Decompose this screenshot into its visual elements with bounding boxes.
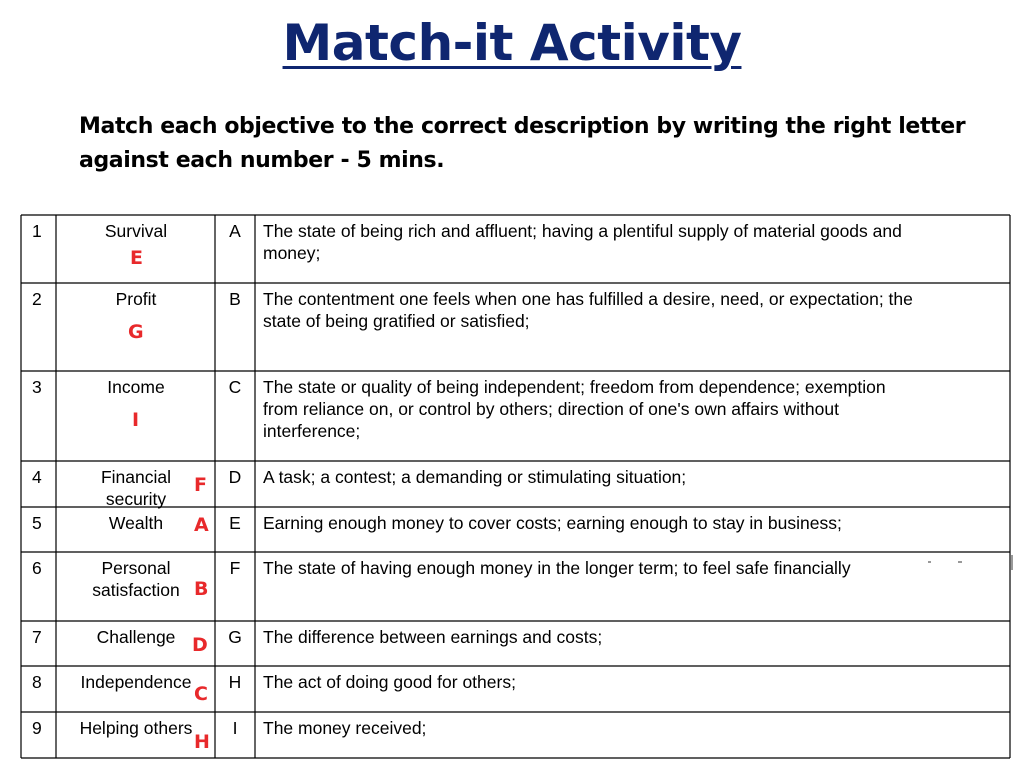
row-number: 5 xyxy=(32,513,42,533)
objective-cell-line: Personal xyxy=(101,558,171,578)
answer-letter: G xyxy=(128,321,144,343)
description-cell-line: The state of having enough money in the longer term; to feel safe financially xyxy=(263,558,851,578)
answer-letter: F xyxy=(194,474,207,496)
instructions xyxy=(79,110,979,178)
description-cell xyxy=(263,512,1003,534)
objective-cell xyxy=(58,220,214,242)
objective-cell-line: Challenge xyxy=(96,627,176,647)
description-cell-line: The difference between earnings and costs; xyxy=(263,627,603,647)
objective-cell xyxy=(58,557,214,601)
description-cell xyxy=(263,717,1003,739)
row-number: 4 xyxy=(32,467,42,487)
row-number: 2 xyxy=(32,289,42,309)
objective-cell xyxy=(58,717,214,739)
description-cell-line: The state or quality of being independent; freedom from dependence; exemption xyxy=(263,377,886,397)
description-cell-line: The contentment one feels when one has fulfilled a desire, need, or expectation; the xyxy=(263,289,913,309)
objective-cell xyxy=(58,288,214,310)
description-letter: A xyxy=(229,221,241,241)
row-number: 7 xyxy=(32,627,42,647)
description-cell-line: from reliance on, or control by others; direction of one's own affairs without xyxy=(263,399,839,419)
instructions-line-2: against each number - 5 mins. xyxy=(79,148,445,173)
description-cell-line: money; xyxy=(263,243,321,263)
description-cell-line: A task; a contest; a demanding or stimulating situation; xyxy=(263,467,687,487)
row-number: 1 xyxy=(32,221,42,241)
objective-cell xyxy=(58,512,214,534)
description-letter: C xyxy=(228,377,242,397)
description-cell-line: The act of doing good for others; xyxy=(263,672,516,692)
description-cell xyxy=(263,288,1003,332)
objective-cell-line: satisfaction xyxy=(92,580,180,600)
answer-letter: E xyxy=(130,247,143,269)
objective-cell-line: Independence xyxy=(80,672,192,692)
objective-cell xyxy=(58,671,214,693)
objective-cell-line: Income xyxy=(107,377,165,397)
answer-letter: B xyxy=(194,578,209,600)
description-cell-line: The state of being rich and affluent; having a plentiful supply of material goods and xyxy=(263,221,902,241)
objective-cell-line: Wealth xyxy=(108,513,164,533)
description-letter: B xyxy=(229,289,241,309)
row-number: 9 xyxy=(32,718,42,738)
objective-cell-line: Financial xyxy=(100,467,172,487)
description-cell-line: The money received; xyxy=(263,718,427,738)
description-letter: F xyxy=(229,558,241,578)
answer-letter: D xyxy=(192,634,208,656)
description-cell-line: Earning enough money to cover costs; earning enough to stay in business; xyxy=(263,513,842,533)
objective-cell xyxy=(58,626,214,648)
description-letter: E xyxy=(229,513,241,533)
description-letter: I xyxy=(232,718,238,738)
description-cell xyxy=(263,557,1003,579)
description-cell-line: interference; xyxy=(263,421,361,441)
objective-cell-line: Helping others xyxy=(79,718,193,738)
answer-letter: A xyxy=(194,514,209,536)
objective-cell-line: Profit xyxy=(115,289,157,309)
description-letter: D xyxy=(228,467,242,487)
page-title: Match-it Activity xyxy=(282,14,742,72)
description-letter: G xyxy=(228,627,242,647)
row-number: 8 xyxy=(32,672,42,692)
description-cell-line: state of being gratified or satisfied; xyxy=(263,311,530,331)
answer-letter: H xyxy=(194,731,210,753)
answer-letter: I xyxy=(132,409,140,431)
description-cell xyxy=(263,220,1003,264)
objective-cell xyxy=(58,376,214,398)
objective-cell xyxy=(58,466,214,510)
description-cell xyxy=(263,671,1003,693)
row-number: 3 xyxy=(32,377,42,397)
description-cell xyxy=(263,376,1003,442)
row-number: 6 xyxy=(32,558,42,578)
objective-cell-line: Survival xyxy=(104,221,168,241)
description-cell xyxy=(263,466,1003,488)
objective-cell-line: security xyxy=(105,489,167,509)
instructions-line-1: Match each objective to the correct description by writing the right letter xyxy=(79,114,966,139)
description-letter: H xyxy=(228,672,242,692)
answer-letter: C xyxy=(194,683,208,705)
description-cell xyxy=(263,626,1003,648)
